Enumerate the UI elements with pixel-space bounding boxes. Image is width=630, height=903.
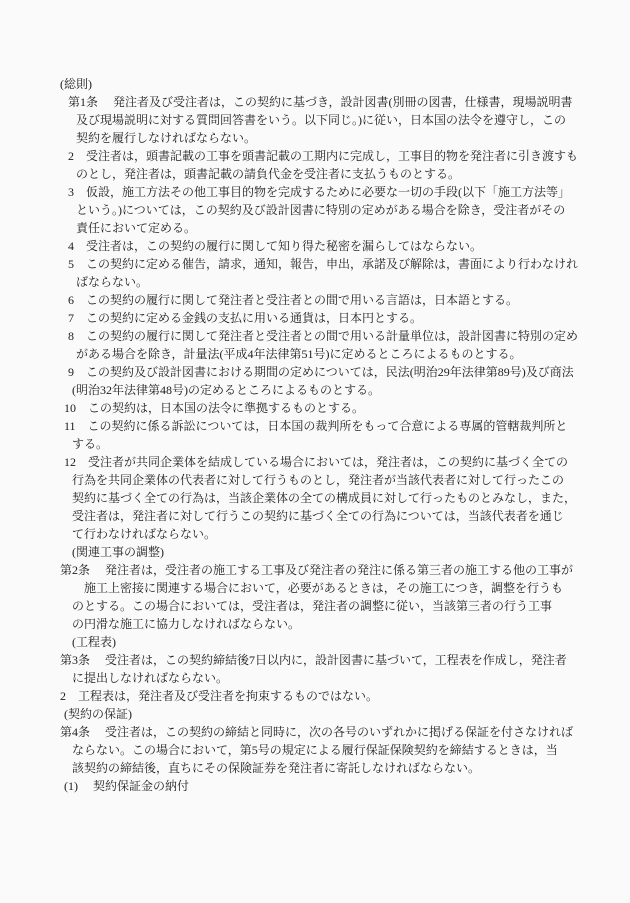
document-line: 11 この契約に係る訴訟については，日本国の裁判所をもって合意による専属的管轄裁判所と — [64, 419, 568, 433]
document-line: のとし，発注者は，頭書記載の請負代金を受注者に支払うものとする。 — [76, 167, 461, 181]
document-line: 2 工程表は，発注者及び受注者を拘束するものではない。 — [60, 689, 379, 703]
document-line: 5 この契約に定める催告，請求，通知，報告，申出，承諾及び解除は，書面により行わなけれ — [68, 257, 579, 271]
document-line: 契約に基づく全ての行為は，当該企業体の全ての構成員に対して行ったものとみなし，また， — [72, 491, 577, 505]
document-line: ならない。この場合において，第5号の規定による履行保証保険契約を締結するときは，当 — [72, 743, 558, 757]
document-line: のとする。この場合においては，受注者は，発注者の調整に従い，当該第三者の行う工事 — [72, 599, 553, 613]
document-line: 4 受注者は，この契約の履行に関して知り得た秘密を漏らしてはならない。 — [68, 239, 483, 253]
document-line: 第4条 受注者は，この契約の締結と同時に，次の各号のいずれかに掲げる保証を付さなければ — [60, 725, 574, 739]
document-line: (工程表) — [72, 635, 116, 649]
document-line: 第3条 受注者は，この契約締結後7日以内に，設計図書に基づいて，工程表を作成し，発注者 — [60, 653, 567, 667]
document-line: 第1条 発注者及び受注者は，この契約に基づき，設計図書(別冊の図書，仕様書，現場説明書 — [68, 95, 573, 109]
document-line: に提出しなければならない。 — [72, 671, 229, 685]
document-line: 第2条 発注者は，受注者の施工する工事及び発注者の発注に係る第三者の施工する他の工事が — [60, 563, 574, 577]
document-line: する。 — [72, 437, 109, 451]
document-line: 6 この契約の履行に関して発注者と受注者との間で用いる言語は，日本語とする。 — [68, 293, 519, 307]
document-line: 7 この契約に定める金銭の支払に用いる通貨は，日本円とする。 — [68, 311, 423, 325]
document-line: (関連工事の調整) — [72, 545, 164, 559]
document-text-block — [0, 75, 630, 795]
document-line: の円滑な施工に協力しなければならない。 — [72, 617, 301, 631]
document-line: (契約の保証) — [64, 707, 132, 721]
document-line: て行わなければならない。 — [72, 527, 217, 541]
document-line: 10 この契約は，日本国の法令に準拠するものとする。 — [64, 401, 365, 415]
document-line: 2 受注者は，頭書記載の工事を頭書記載の工期内に完成し，工事目的物を発注者に引き渡すも — [68, 149, 579, 163]
document-line: 9 この契約及び設計図書における期間の定めについては，民法(明治29年法律第89号)及び商法 — [68, 365, 574, 379]
document-line: 3 仮設，施工方法その他工事目的物を完成するために必要な一切の手段(以下「施工方法等」 — [68, 185, 570, 199]
document-line: 12 受注者が共同企業体を結成している場合においては，発注者は，この契約に基づく全ての — [64, 455, 569, 469]
document-line: ばならない。 — [76, 275, 149, 289]
document-line: 及び現場説明に対する質問回答書をいう。以下同じ。)に従い，日本国の法令を遵守し，この — [76, 113, 566, 127]
document-line: という。)については，この契約及び設計図書に特別の定めがある場合を除き，受注者がその — [76, 203, 566, 217]
document-line: (総則) — [60, 77, 92, 91]
document-line: 施工上密接に関連する場合において，必要があるときは，その施工につき，調整を行うも — [84, 581, 564, 595]
document-line: 契約を履行しなければならない。 — [76, 131, 257, 145]
document-line: (明治32年法律第48号)の定めるところによるものとする。 — [72, 383, 380, 397]
document-line: (1) 契約保証金の納付 — [64, 779, 189, 793]
document-line: がある場合を除き，計量法(平成4年法律第51号)に定めるところによるものとする。 — [76, 347, 522, 361]
document-line: 8 この契約の履行に関して発注者と受注者との間で用いる計量単位は，設計図書に特別の定め — [68, 329, 579, 343]
document-line: 責任において定める。 — [76, 221, 197, 235]
document-line: 受注者は，発注者に対して行うこの契約に基づく全ての行為については，当該代表者を通じ — [72, 509, 564, 523]
document-line: 行為を共同企業体の代表者に対して行うものとし，発注者が当該代表者に対して行ったこの — [72, 473, 565, 487]
document-line: 該契約の締結後，直ちにその保険証券を発注者に寄託しなければならない。 — [72, 761, 481, 775]
